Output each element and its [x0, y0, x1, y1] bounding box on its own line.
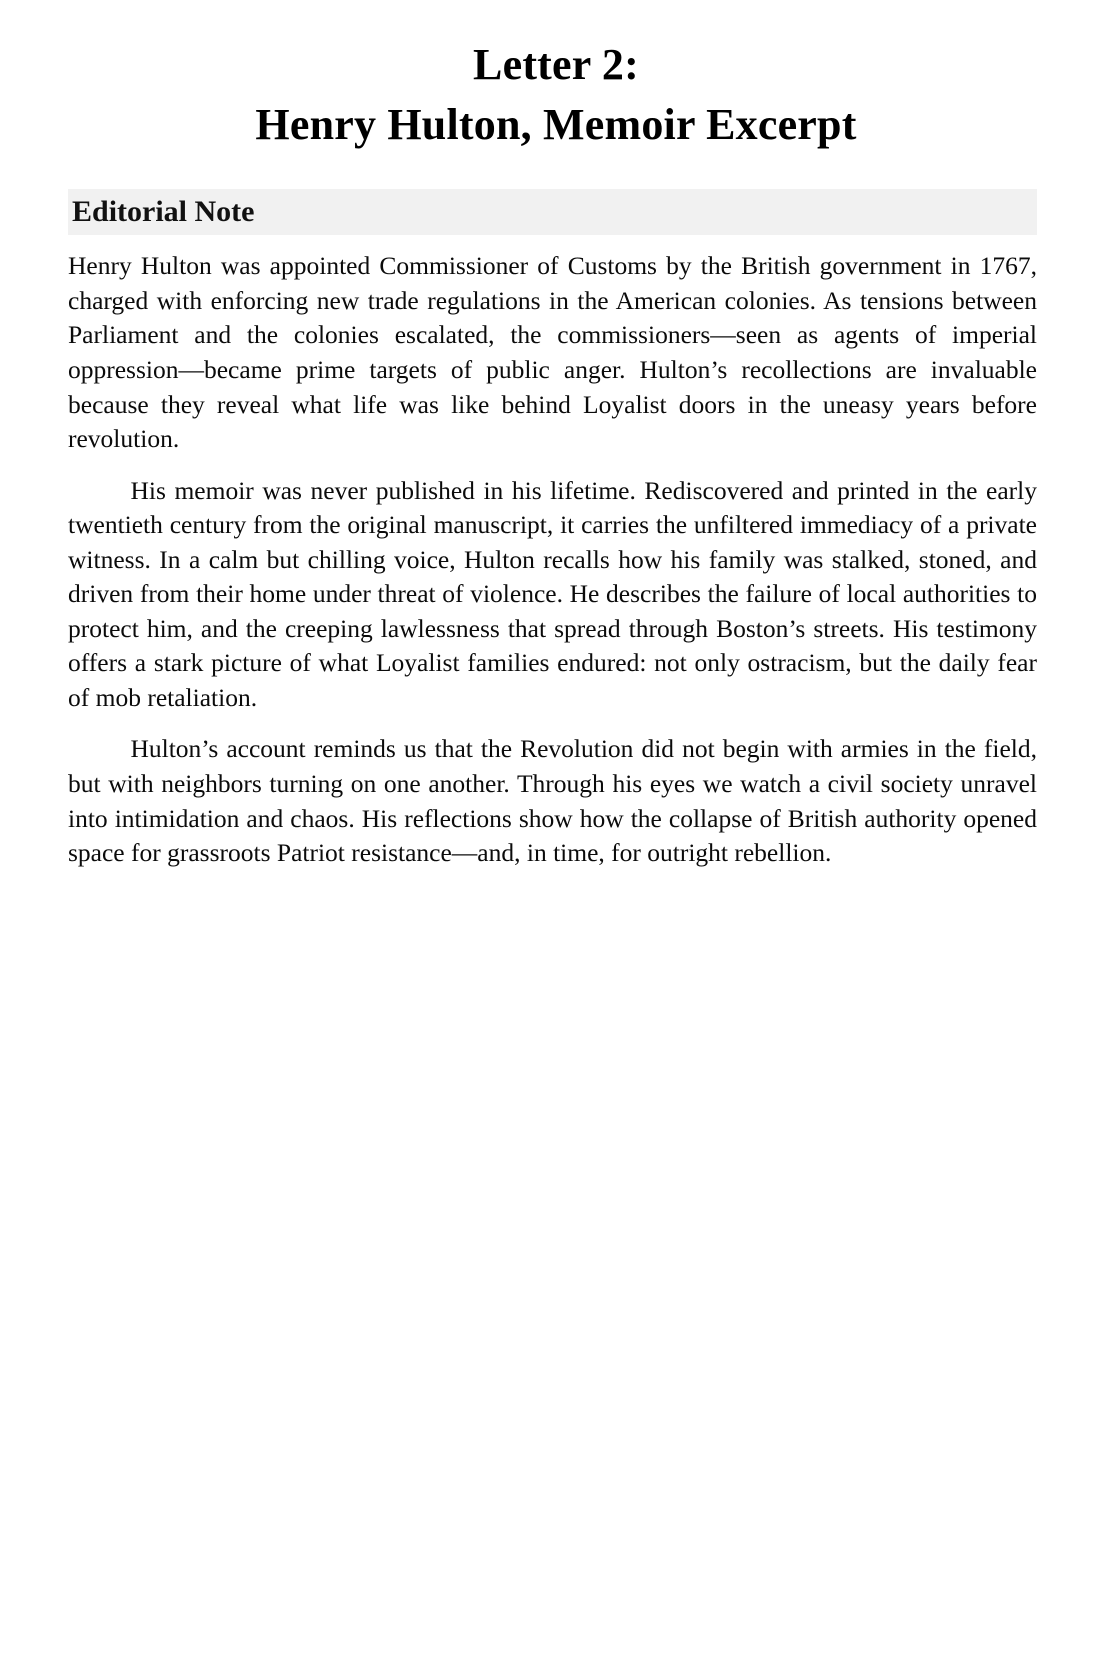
editorial-note-body	[68, 235, 1037, 870]
paragraph: Hulton’s account reminds us that the Revolution did not begin with armies in the field, but with neighbors turning on one another. Through his eyes we watch a civil society unravel into intimidation and chaos. His reflections show how the collapse of British authority opened space for grassroots Patriot resistance—and, in time, for outright rebellion.	[68, 734, 1037, 868]
paragraph: His memoir was never published in his lifetime. Rediscovered and printed in the early twentieth century from the original manuscript, it carries the unfiltered immediacy of a private witness. In a calm but chilling voice, Hulton recalls how his family was stalked, stoned, and driven from their home under threat of violence. He describes the failure of local authorities to protect him, and the creeping lawlessness that spread through Boston’s streets. His testimony offers a stark picture of what Loyalist families endured: not only ostracism, but the daily fear of mob retaliation.	[68, 475, 1037, 712]
section-heading: Editorial Note	[72, 194, 255, 228]
page-title-line-1: Letter 2:	[473, 40, 639, 89]
editorial-note-heading-band	[68, 189, 1037, 235]
document-title-block	[0, 0, 1112, 157]
paragraph: Henry Hulton was appointed Commissioner of Customs by the British government in 1767, charged with enforcing new trade regulations in the American colonies. As tensions between Parliament and the colonies escalated, the commissioners—seen as agents of imperial oppression—became prime targets of public anger. Hulton’s recollections are invaluable because they reveal what life was like behind Loyalist doors in the uneasy years before revolution.	[68, 251, 1037, 454]
page-title-line-2: Henry Hulton, Memoir Excerpt	[255, 100, 857, 150]
